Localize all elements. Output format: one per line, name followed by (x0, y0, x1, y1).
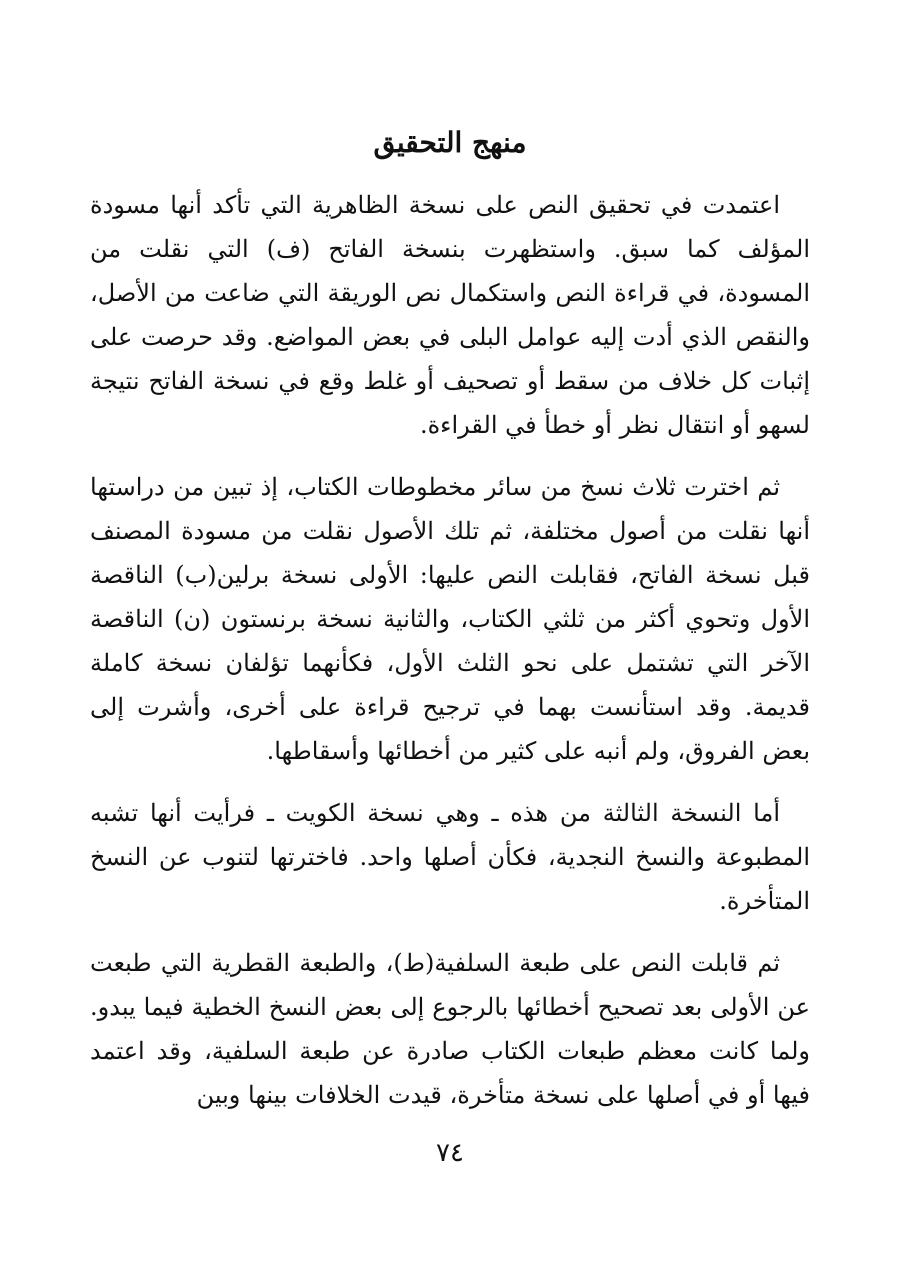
paragraph: ثم اخترت ثلاث نسخ من سائر مخطوطات الكتاب، إذ تبين من دراستها أنها نقلت من أصول مختلفة، ثم تلك الأصول نقلت من مسودة المصنف قبل نسخة الفاتح، فقابلت النص عليها: الأولى نسخة برلين(ب) الناقصة الأول وتحوي أكثر من ثلثي الكتاب، والثانية نسخة برنستون (ن) الناقصة الآخر التي تشتمل على نحو الثلث الأول، فكأنهما تؤلفان نسخة كاملة قديمة. وقد استأنست بهما في ترجيح قراءة على أخرى، وأشرت إلى بعض الفروق، ولم أنبه على كثير من أخطائها وأسقاطها. (90, 473, 811, 765)
paragraph: اعتمدت في تحقيق النص على نسخة الظاهرية التي تأكد أنها مسودة المؤلف كما سبق. واستظهرت بنسخة الفاتح (ف) التي نقلت من المسودة، في قراءة النص واستكمال نص الوريقة التي ضاعت من الأصل، والنقص الذي أدت إليه عوامل البلى في بعض المواضع. وقد حرصت على إثبات كل خلاف من سقط أو تصحيف أو غلط وقع في نسخة الفاتح نتيجة لسهو أو انتقال نظر أو خطأ في القراءة. (90, 191, 811, 439)
paragraph: ثم قابلت النص على طبعة السلفية(ط)، والطبعة القطرية التي طبعت عن الأولى بعد تصحيح أخطائها بالرجوع إلى بعض النسخ الخطية فيما يبدو. ولما كانت معظم طبعات الكتاب صادرة عن طبعة السلفية، وقد اعتمد فيها أو في أصلها على نسخة متأخرة، قيدت الخلافات بينها وبين (90, 949, 810, 1109)
section-title: منهج التحقيق (373, 126, 527, 159)
body-text (90, 183, 810, 1135)
page-number: ٧٤ (436, 1138, 464, 1168)
paragraph: أما النسخة الثالثة من هذه ـ وهي نسخة الكويت ـ فرأيت أنها تشبه المطبوعة والنسخ النجدية، فكأن أصلها واحد. فاخترتها لتنوب عن النسخ المتأخرة. (90, 799, 810, 915)
